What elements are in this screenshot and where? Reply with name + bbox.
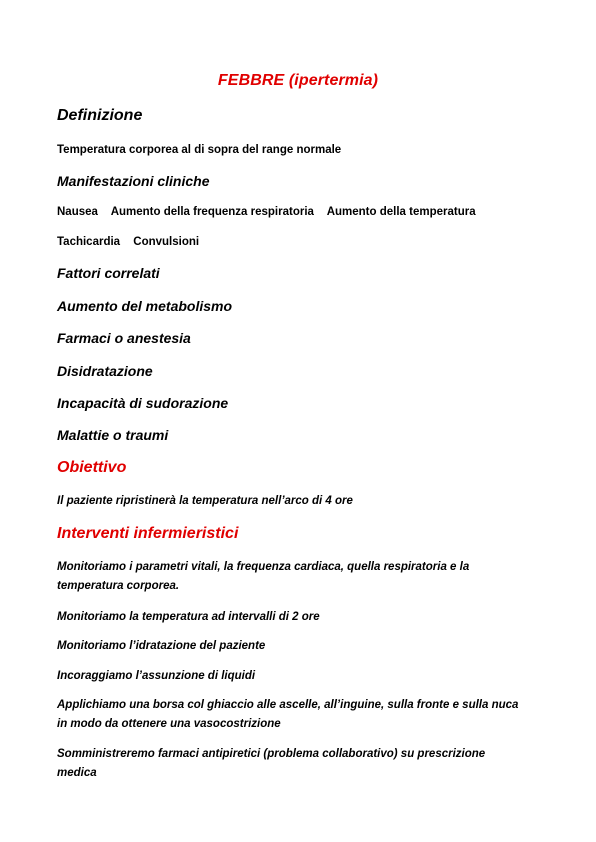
intervento-item: Applichiamo una borsa col ghiaccio alle ascelle, all’inguine, sulla fronte e sulla nuca in modo da ottenere una vasocostrizione (57, 699, 519, 730)
fattore-item: Malattie o traumi (57, 427, 169, 443)
intervento-item: Somministreremo farmaci antipiretici (problema collaborativo) su prescrizione medica (57, 748, 486, 779)
intervento-item: Monitoriamo la temperatura ad intervalli di 2 ore (57, 611, 320, 623)
manifestazione-item: Aumento della temperatura (326, 206, 476, 218)
manifestazione-item: Convulsioni (133, 236, 200, 248)
fattore-item: Incapacità di sudorazione (57, 395, 229, 411)
intervento-item: Monitoriamo l’idratazione del paziente (57, 640, 266, 652)
manifestazione-item: Aumento della frequenza respiratoria (110, 206, 314, 218)
manifestazioni-line-1 (57, 206, 527, 218)
obiettivo-heading: Obiettivo (57, 459, 127, 476)
fattore-item: Disidratazione (57, 363, 153, 379)
definizione-heading: Definizione (57, 107, 143, 124)
document-title: FEBBRE (ipertermia) (217, 72, 379, 89)
intervento-item: Incoraggiamo l’assunzione di liquidi (57, 670, 256, 682)
fattori-heading: Fattori correlati (57, 265, 160, 281)
manifestazioni-heading: Manifestazioni cliniche (57, 173, 210, 189)
interventi-heading: Interventi infermieristici (57, 525, 239, 542)
definizione-text: Temperatura corporea al di sopra del range normale (57, 144, 342, 156)
manifestazioni-line-2 (57, 236, 527, 248)
manifestazione-item: Nausea (57, 206, 98, 218)
obiettivo-text: Il paziente ripristinerà la temperatura nell’arco di 4 ore (57, 495, 353, 507)
fattore-item: Farmaci o anestesia (57, 330, 191, 346)
fattore-item: Aumento del metabolismo (57, 298, 233, 314)
intervento-item: Monitoriamo i parametri vitali, la frequenza cardiaca, quella respiratoria e la temperatura corporea. (57, 561, 470, 592)
manifestazione-item: Tachicardia (57, 236, 121, 248)
